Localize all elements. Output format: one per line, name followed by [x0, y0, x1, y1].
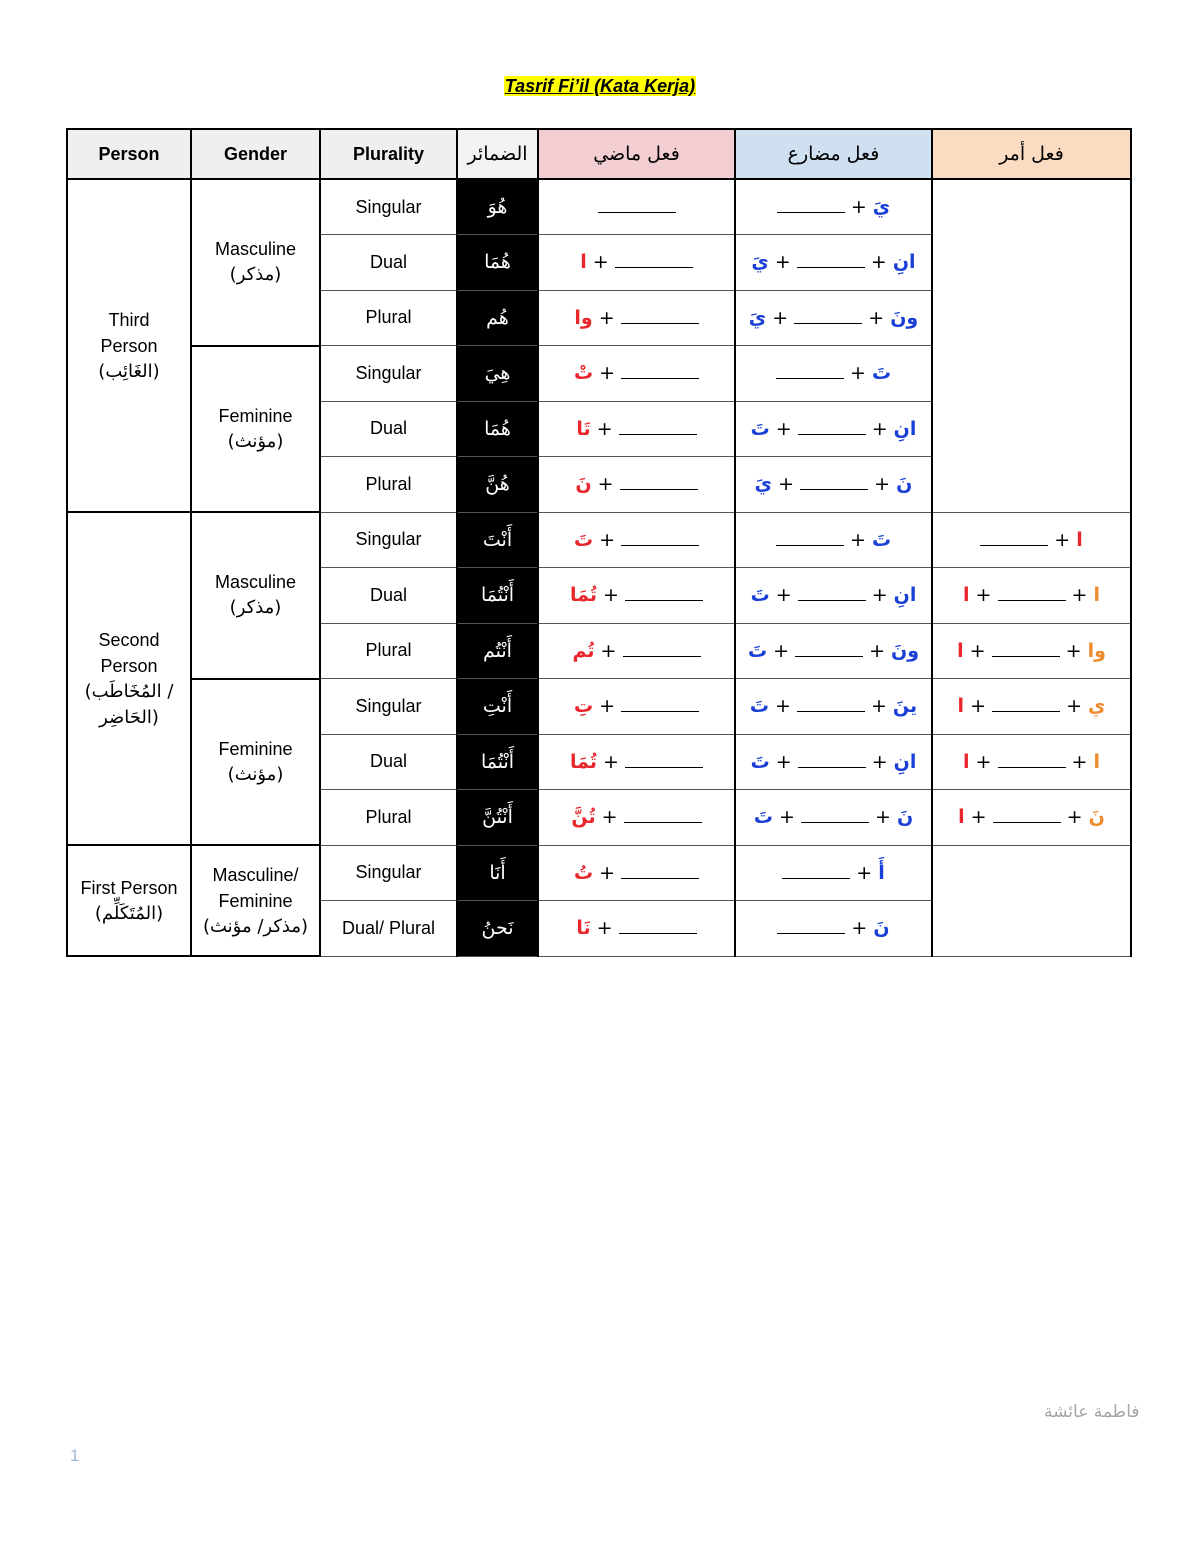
blank-line	[598, 198, 676, 213]
page-number: 1	[70, 1446, 80, 1465]
blank-line	[625, 753, 703, 768]
plus-sign: +	[850, 861, 879, 884]
blank-line	[776, 364, 844, 379]
plus-sign: +	[768, 695, 797, 718]
plus-sign: +	[590, 917, 619, 940]
person-second	[67, 512, 191, 845]
plus-sign: +	[769, 750, 798, 773]
mudhari-prefix: تَ	[750, 584, 770, 607]
dhamir-cell: نَحنُ	[457, 901, 538, 957]
madi-cell	[538, 179, 735, 235]
madi-suffix: تُ	[573, 861, 594, 884]
plus-sign: +	[594, 639, 623, 662]
gender-label-arabic: (مذكر)	[229, 597, 282, 619]
person-label-arabic: (الغَائِب)	[98, 360, 160, 382]
mudhari-prefix: يَ	[751, 251, 769, 274]
plurality-singular: Singular	[320, 679, 457, 735]
header-madi: فعل ماضي	[538, 129, 735, 179]
amr-cell-empty	[932, 179, 1131, 512]
plus-sign: +	[592, 306, 621, 329]
amr-prefix: ا	[962, 584, 970, 607]
plus-sign: +	[969, 584, 998, 607]
signature: فاطمة عائشة	[1044, 1402, 1140, 1422]
blank-line	[795, 642, 863, 657]
mudhari-prefix: تَ	[871, 528, 892, 551]
plus-sign: +	[590, 417, 619, 440]
gender-label-arabic: (مؤنث)	[227, 763, 284, 785]
plus-sign: +	[1065, 584, 1094, 607]
mudhari-suffix: ونَ	[890, 306, 919, 329]
dhamir-cell: هِيَ	[457, 346, 538, 402]
mudhari-prefix: أَ	[878, 861, 885, 884]
plus-sign: +	[864, 695, 893, 718]
person-first	[67, 845, 191, 956]
mudhari-suffix: ونَ	[891, 639, 920, 662]
mudhari-cell	[735, 346, 932, 402]
madi-suffix: تِ	[573, 695, 594, 718]
gender-label: Feminine	[218, 738, 293, 759]
blank-line	[797, 253, 865, 268]
amr-suffix: نَ	[1088, 806, 1105, 829]
amr-suffix: ي	[1088, 695, 1106, 718]
mudhari-suffix: انِ	[893, 417, 917, 440]
dhamir-cell: أَنْتُمَا	[457, 568, 538, 624]
dhamir-cell: أَنْتُمَا	[457, 734, 538, 790]
plurality-dual: Dual	[320, 734, 457, 790]
mudhari-prefix: تَ	[750, 750, 770, 773]
plurality-singular: Singular	[320, 346, 457, 402]
mudhari-suffix: انِ	[893, 584, 917, 607]
plus-sign: +	[868, 806, 897, 829]
amr-prefix: ا	[962, 750, 970, 773]
person-label-arabic: الحَاضِر)	[99, 706, 159, 728]
blank-line	[980, 531, 1048, 546]
plus-sign: +	[964, 695, 993, 718]
blank-line	[620, 475, 698, 490]
plus-sign: +	[1065, 750, 1094, 773]
dhamir-cell: هُوَ	[457, 179, 538, 235]
mudhari-suffix: نَ	[896, 806, 914, 829]
dhamir-cell: أَنْتُنَّ	[457, 790, 538, 846]
plus-sign: +	[843, 528, 872, 551]
mudhari-prefix: يَ	[748, 306, 767, 329]
madi-suffix: تُنَّ	[571, 806, 596, 829]
blank-line	[993, 808, 1061, 823]
page-title-wrap	[0, 76, 1200, 97]
mudhari-cell	[735, 845, 932, 901]
madi-cell	[538, 734, 735, 790]
gender-label: Masculine	[214, 239, 297, 260]
plus-sign: +	[772, 806, 801, 829]
plurality-singular: Singular	[320, 845, 457, 901]
plus-sign: +	[865, 750, 894, 773]
plus-sign: +	[767, 639, 796, 662]
blank-line	[801, 808, 869, 823]
amr-cell	[932, 734, 1131, 790]
person-label: Third	[108, 309, 150, 330]
person-label: Second	[98, 629, 160, 650]
mudhari-prefix: تَ	[871, 362, 892, 385]
blank-line	[625, 586, 703, 601]
mudhari-cell	[735, 401, 932, 457]
mudhari-prefix: يَ	[754, 473, 773, 496]
plurality-plural: Plural	[320, 790, 457, 846]
mudhari-suffix: انِ	[892, 251, 916, 274]
mudhari-prefix: تَ	[750, 417, 770, 440]
plurality-dual: Dual	[320, 401, 457, 457]
plurality-plural: Plural	[320, 457, 457, 513]
amr-suffix: ا	[1093, 750, 1101, 773]
madi-suffix: ا	[580, 251, 587, 274]
gender-both	[191, 845, 320, 956]
plurality-plural: Plural	[320, 290, 457, 346]
dhamir-cell: أَنْتَ	[457, 512, 538, 568]
amr-suffix: ا	[1093, 584, 1101, 607]
plus-sign: +	[769, 584, 798, 607]
mudhari-cell	[735, 790, 932, 846]
plus-sign: +	[1060, 806, 1089, 829]
dhamir-cell: أَنَا	[457, 845, 538, 901]
madi-cell	[538, 845, 735, 901]
header-gender: Gender	[191, 129, 320, 179]
mudhari-cell	[735, 623, 932, 679]
header-plurality: Plurality	[320, 129, 457, 179]
blank-line	[992, 697, 1060, 712]
madi-suffix: تَ	[573, 528, 594, 551]
blank-line	[782, 864, 850, 879]
dhamir-cell: هُمَا	[457, 235, 538, 291]
blank-line	[619, 919, 697, 934]
madi-cell	[538, 235, 735, 291]
blank-line	[621, 309, 699, 324]
gender-label-arabic: (مذكر)	[229, 264, 282, 286]
mudhari-prefix: تَ	[747, 639, 768, 662]
plus-sign: +	[963, 639, 992, 662]
plus-sign: +	[969, 750, 998, 773]
dhamir-cell: أَنْتُم	[457, 623, 538, 679]
amr-cell-empty	[932, 845, 1131, 956]
gender-label: Feminine	[218, 890, 293, 911]
plus-sign: +	[772, 473, 801, 496]
plus-sign: +	[868, 473, 897, 496]
plus-sign: +	[591, 473, 620, 496]
plus-sign: +	[766, 306, 795, 329]
person-label: First Person	[80, 877, 178, 898]
mudhari-cell	[735, 235, 932, 291]
amr-cell	[932, 679, 1131, 735]
dhamir-cell: هُم	[457, 290, 538, 346]
plurality-singular: Singular	[320, 512, 457, 568]
madi-suffix: نَ	[575, 473, 592, 496]
blank-line	[621, 531, 699, 546]
gender-label: Masculine	[214, 572, 297, 593]
plus-sign: +	[843, 362, 872, 385]
plus-sign: +	[595, 806, 624, 829]
gender-feminine	[191, 346, 320, 513]
amr-cell	[932, 623, 1131, 679]
madi-cell	[538, 401, 735, 457]
madi-suffix: وا	[574, 306, 593, 329]
plus-sign: +	[586, 251, 615, 274]
mudhari-prefix: نَ	[873, 917, 890, 940]
blank-line	[621, 864, 699, 879]
amr-cell	[932, 790, 1131, 846]
madi-cell	[538, 512, 735, 568]
gender-masculine	[191, 512, 320, 679]
header-row	[67, 129, 1131, 179]
plus-sign: +	[1060, 695, 1089, 718]
mudhari-cell	[735, 512, 932, 568]
table-row	[67, 179, 1131, 235]
plus-sign: +	[768, 251, 797, 274]
table-row	[67, 845, 1131, 901]
blank-line	[777, 919, 845, 934]
plus-sign: +	[864, 251, 893, 274]
madi-suffix: نَا	[576, 917, 591, 940]
amr-prefix: ا	[957, 695, 965, 718]
amr-cell	[932, 568, 1131, 624]
mudhari-cell	[735, 290, 932, 346]
plus-sign: +	[597, 750, 625, 773]
table-body	[67, 179, 1131, 956]
amr-prefix: ا	[958, 806, 965, 829]
gender-label-arabic: (مؤنث)	[227, 430, 284, 452]
blank-line	[794, 309, 862, 324]
table-row	[67, 679, 1131, 735]
blank-line	[619, 420, 697, 435]
person-label-arabic: (المُتَكَلِّم)	[94, 902, 164, 924]
mudhari-suffix: نَ	[896, 473, 913, 496]
dhamir-cell: أَنْتِ	[457, 679, 538, 735]
mudhari-cell	[735, 457, 932, 513]
madi-suffix: تَا	[576, 417, 591, 440]
dhamir-cell: هُنَّ	[457, 457, 538, 513]
mudhari-suffix: انِ	[893, 750, 917, 773]
plus-sign: +	[769, 417, 798, 440]
person-label: Person	[100, 655, 158, 676]
blank-line	[615, 253, 693, 268]
madi-suffix: تُمَا	[569, 584, 597, 607]
person-third	[67, 179, 191, 512]
header-amr: فعل أمر	[932, 129, 1131, 179]
blank-line	[992, 642, 1060, 657]
gender-label-arabic: (مذكر/ مؤنث)	[202, 915, 309, 937]
plus-sign: +	[1048, 528, 1077, 551]
plurality-singular: Singular	[320, 179, 457, 235]
header-mudhari: فعل مضارع	[735, 129, 932, 179]
madi-cell	[538, 457, 735, 513]
blank-line	[998, 586, 1066, 601]
plus-sign: +	[593, 528, 622, 551]
mudhari-prefix: تَ	[749, 695, 769, 718]
plus-sign: +	[865, 417, 894, 440]
madi-cell	[538, 623, 735, 679]
plus-sign: +	[862, 306, 891, 329]
blank-line	[798, 753, 866, 768]
madi-cell	[538, 790, 735, 846]
gender-masculine	[191, 179, 320, 346]
madi-cell	[538, 901, 735, 957]
gender-label: Feminine	[218, 405, 293, 426]
blank-line	[777, 198, 845, 213]
blank-line	[798, 420, 866, 435]
plurality-dual-plural: Dual/ Plural	[320, 901, 457, 957]
madi-suffix: تْ	[573, 362, 594, 385]
madi-cell	[538, 568, 735, 624]
blank-line	[998, 753, 1066, 768]
madi-suffix: تُمَا	[569, 750, 597, 773]
mudhari-suffix: ينَ	[892, 695, 918, 718]
mudhari-prefix: تَ	[753, 806, 773, 829]
mudhari-cell	[735, 734, 932, 790]
gender-label: Masculine/	[212, 864, 299, 885]
amr-suffix: وا	[1087, 639, 1106, 662]
plus-sign: +	[964, 806, 993, 829]
amr-prefix: ا	[1076, 528, 1083, 551]
mudhari-cell	[735, 568, 932, 624]
plurality-plural: Plural	[320, 623, 457, 679]
plus-sign: +	[597, 584, 625, 607]
blank-line	[800, 475, 868, 490]
table-row	[67, 512, 1131, 568]
blank-line	[621, 697, 699, 712]
plus-sign: +	[593, 362, 622, 385]
plus-sign: +	[865, 584, 894, 607]
blank-line	[624, 808, 702, 823]
blank-line	[776, 531, 844, 546]
header-person: Person	[67, 129, 191, 179]
page-title: Tasrif Fi’il (Kata Kerja)	[504, 76, 696, 96]
person-label: Person	[100, 335, 158, 356]
madi-suffix: تُم	[572, 639, 595, 662]
blank-line	[623, 642, 701, 657]
madi-cell	[538, 346, 735, 402]
plus-sign: +	[593, 695, 622, 718]
plus-sign: +	[863, 639, 892, 662]
mudhari-cell	[735, 679, 932, 735]
tasrif-table	[66, 128, 1132, 957]
person-label-arabic: (المُخَاطَب /	[84, 680, 174, 702]
plurality-dual: Dual	[320, 568, 457, 624]
blank-line	[797, 697, 865, 712]
plus-sign: +	[1059, 639, 1088, 662]
mudhari-prefix: يَ	[872, 196, 891, 218]
plus-sign: +	[844, 196, 873, 218]
gender-feminine	[191, 679, 320, 846]
madi-cell	[538, 679, 735, 735]
blank-line	[621, 364, 699, 379]
header-dhamir: الضمائر	[457, 129, 538, 179]
plus-sign: +	[845, 917, 874, 940]
mudhari-cell	[735, 901, 932, 957]
plus-sign: +	[593, 861, 622, 884]
amr-prefix: ا	[957, 639, 964, 662]
blank-line	[798, 586, 866, 601]
plurality-dual: Dual	[320, 235, 457, 291]
amr-cell	[932, 512, 1131, 568]
mudhari-cell	[735, 179, 932, 235]
madi-cell	[538, 290, 735, 346]
dhamir-cell: هُمَا	[457, 401, 538, 457]
